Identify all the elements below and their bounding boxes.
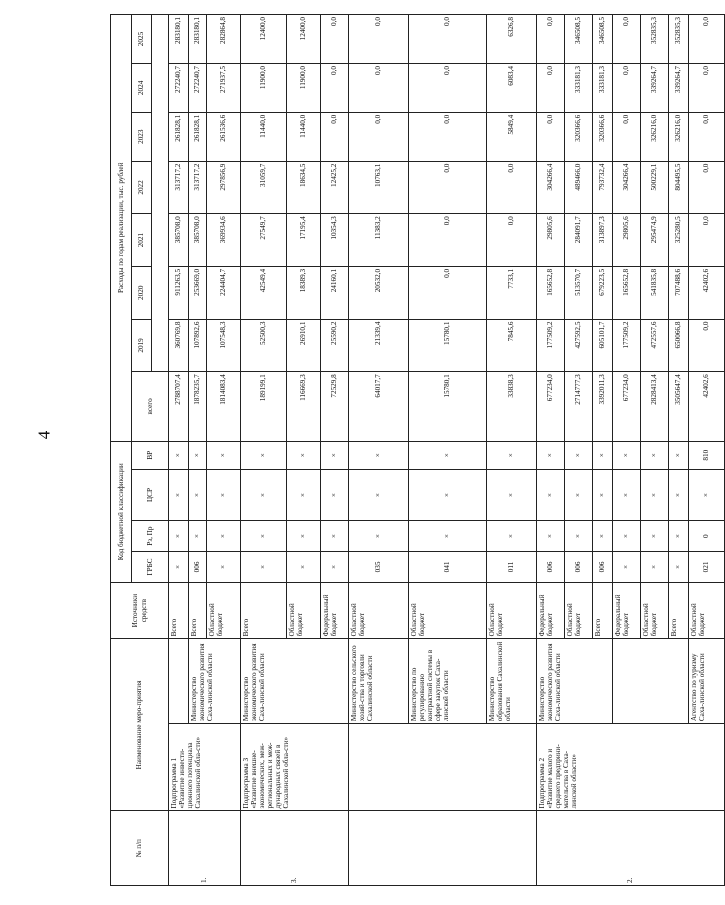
amount-cell: 333181,3 <box>565 63 593 112</box>
amount-cell: 11440,0 <box>287 112 321 161</box>
table-row <box>169 15 189 886</box>
executor-cell: Министерство сельского хозяй-ства и торговли Сахалинской области <box>349 639 409 724</box>
amount-cell: 12425,2 <box>321 161 349 214</box>
grbs-cell: × <box>169 552 189 583</box>
amount-cell: 0,0 <box>537 63 565 112</box>
header-name: Наименование меро-приятия <box>111 639 169 811</box>
program-name: Подпрограмма 2 «Развитие малого и среднего предприни-мательства в Саха-линской области» <box>537 724 725 811</box>
amount-cell: 21339,4 <box>349 319 409 372</box>
amount-cell: 385708,0 <box>189 214 207 267</box>
vr-cell: × <box>487 441 537 469</box>
amount-cell: 0,0 <box>689 63 725 112</box>
source-cell: Федеральный бюджет <box>537 582 565 639</box>
vr-cell: × <box>241 441 287 469</box>
amount-cell: 52500,3 <box>241 319 287 372</box>
amount-cell: 352835,3 <box>669 15 689 64</box>
row-number: 2. <box>537 811 725 886</box>
program-name: Подпрограмма 3 «Развитие внешне-экономических, меж-региональных и меж-дународных связей в Сахалинской обла-сти» <box>241 724 349 811</box>
executor-cell: Агентство по туризму Саха-линской области <box>689 639 725 724</box>
amount-cell: 295474,9 <box>641 214 669 267</box>
header-codes: Код бюджетной классификации <box>111 441 132 582</box>
amount-cell: 7845,6 <box>487 319 537 372</box>
header-year: 2023 <box>132 112 152 161</box>
amount-cell: 0,0 <box>689 15 725 64</box>
amount-cell: 283180,1 <box>189 15 207 64</box>
amount-cell: 272240,7 <box>169 63 189 112</box>
source-cell: Областной бюджет <box>207 582 241 639</box>
vr-cell: × <box>169 441 189 469</box>
amount-cell: 0,0 <box>409 112 487 161</box>
amount-cell: 679223,5 <box>593 266 613 319</box>
amount-cell: 339264,7 <box>641 63 669 112</box>
amount-cell: 10763,1 <box>349 161 409 214</box>
amount-cell: 177509,2 <box>613 319 641 372</box>
amount-cell: 0,0 <box>613 15 641 64</box>
csr-cell: × <box>321 469 349 520</box>
amount-cell: 0,0 <box>537 112 565 161</box>
amount-cell: 165652,8 <box>537 266 565 319</box>
amount-cell: 3392011,3 <box>593 372 613 441</box>
amount-cell: 0,0 <box>321 112 349 161</box>
amount-cell: 11383,2 <box>349 214 409 267</box>
header-year: 2019 <box>132 319 152 372</box>
source-cell: Областной бюджет <box>409 582 487 639</box>
rzpr-cell: × <box>537 521 565 552</box>
header-total: всего <box>132 372 169 441</box>
header-year: 2022 <box>132 161 152 214</box>
vr-cell: × <box>349 441 409 469</box>
amount-cell: 500229,1 <box>641 161 669 214</box>
amount-cell: 0,0 <box>409 63 487 112</box>
amount-cell: 42402,6 <box>689 266 725 319</box>
amount-cell: 224404,7 <box>207 266 241 319</box>
amount-cell: 0,0 <box>689 161 725 214</box>
source-cell: Федеральный бюджет <box>321 582 349 639</box>
amount-cell: 793732,4 <box>593 161 613 214</box>
header-year: 2025 <box>132 15 152 64</box>
amount-cell: 2714777,3 <box>565 372 593 441</box>
executor-cell: Министерство образования Сахалинской области <box>487 639 537 724</box>
amount-cell: 116669,3 <box>287 372 321 441</box>
header-year: 2020 <box>132 266 152 319</box>
amount-cell: 29805,6 <box>613 214 641 267</box>
source-cell: Областной бюджет <box>565 582 593 639</box>
amount-cell: 261536,6 <box>207 112 241 161</box>
amount-cell: 0,0 <box>487 214 537 267</box>
budget-table <box>110 14 725 886</box>
amount-cell: 0,0 <box>487 161 537 214</box>
grbs-cell: 006 <box>593 552 613 583</box>
header-spacer <box>152 15 169 372</box>
amount-cell: 346508,5 <box>565 15 593 64</box>
csr-cell: × <box>593 469 613 520</box>
rzpr-cell: × <box>287 521 321 552</box>
executor-cell: Министерство по регулированию контрактной системы в сфере закупок Саха-линской области <box>409 639 487 724</box>
vr-cell: × <box>321 441 349 469</box>
csr-cell: × <box>669 469 689 520</box>
amount-cell: 42549,4 <box>241 266 287 319</box>
amount-cell: 0,0 <box>689 112 725 161</box>
grbs-cell: 021 <box>689 552 725 583</box>
amount-cell: 253669,0 <box>189 266 207 319</box>
amount-cell: 313717,2 <box>169 161 189 214</box>
amount-cell: 15780,1 <box>409 319 487 372</box>
amount-cell: 3505647,4 <box>669 372 689 441</box>
amount-cell: 0,0 <box>409 15 487 64</box>
rzpr-cell: 0 <box>689 521 725 552</box>
vr-cell: 810 <box>689 441 725 469</box>
vr-cell: × <box>189 441 207 469</box>
amount-cell: 0,0 <box>613 63 641 112</box>
amount-cell: 369934,6 <box>207 214 241 267</box>
csr-cell: × <box>349 469 409 520</box>
amount-cell: 313897,3 <box>593 214 613 267</box>
grbs-cell: × <box>241 552 287 583</box>
source-cell: Областной бюджет <box>487 582 537 639</box>
source-cell: Областной бюджет <box>689 582 725 639</box>
amount-cell: 304266,4 <box>613 161 641 214</box>
rzpr-cell: × <box>593 521 613 552</box>
amount-cell: 283180,1 <box>169 15 189 64</box>
grbs-cell: × <box>207 552 241 583</box>
grbs-cell: 006 <box>189 552 207 583</box>
rzpr-cell: × <box>565 521 593 552</box>
amount-cell: 489466,0 <box>565 161 593 214</box>
csr-cell: × <box>409 469 487 520</box>
grbs-cell: 035 <box>349 552 409 583</box>
grbs-cell: × <box>641 552 669 583</box>
csr-cell: × <box>287 469 321 520</box>
executor-cell: Министерство экономического развития Саха-линской области <box>241 639 349 724</box>
amount-cell: 29805,6 <box>537 214 565 267</box>
amount-cell: 346508,5 <box>593 15 613 64</box>
csr-cell: × <box>613 469 641 520</box>
vr-cell: × <box>669 441 689 469</box>
amount-cell: 339264,7 <box>669 63 689 112</box>
amount-cell: 605101,7 <box>593 319 613 372</box>
source-cell: Всего <box>169 582 189 639</box>
amount-cell: 1814083,4 <box>207 372 241 441</box>
grbs-cell: × <box>669 552 689 583</box>
amount-cell: 11440,0 <box>241 112 287 161</box>
amount-cell: 0,0 <box>537 15 565 64</box>
executor-cell <box>169 639 189 724</box>
amount-cell: 333181,3 <box>593 63 613 112</box>
amount-cell: 326216,0 <box>669 112 689 161</box>
header-grbs: ГРБС <box>132 552 169 583</box>
vr-cell: × <box>537 441 565 469</box>
source-cell: Областной бюджет <box>349 582 409 639</box>
amount-cell: 352835,3 <box>641 15 669 64</box>
amount-cell: 27549,7 <box>241 214 287 267</box>
amount-cell: 107548,3 <box>207 319 241 372</box>
amount-cell: 0,0 <box>349 112 409 161</box>
amount-cell: 284091,7 <box>565 214 593 267</box>
csr-cell: × <box>207 469 241 520</box>
grbs-cell: 041 <box>409 552 487 583</box>
amount-cell: 17195,4 <box>287 214 321 267</box>
amount-cell: 6326,8 <box>487 15 537 64</box>
grbs-cell: × <box>287 552 321 583</box>
amount-cell: 677234,0 <box>613 372 641 441</box>
amount-cell: 1878235,7 <box>189 372 207 441</box>
amount-cell: 282864,8 <box>207 15 241 64</box>
amount-cell: 272240,7 <box>189 63 207 112</box>
amount-cell: 0,0 <box>613 112 641 161</box>
amount-cell: 304266,4 <box>537 161 565 214</box>
vr-cell: × <box>287 441 321 469</box>
csr-cell: × <box>189 469 207 520</box>
csr-cell: × <box>689 469 725 520</box>
amount-cell: 24160,1 <box>321 266 349 319</box>
table-row <box>241 15 287 886</box>
amount-cell: 0,0 <box>349 63 409 112</box>
program-name <box>349 724 537 811</box>
rzpr-cell: × <box>169 521 189 552</box>
csr-cell: × <box>169 469 189 520</box>
amount-cell: 33838,3 <box>487 372 537 441</box>
rzpr-cell: × <box>207 521 241 552</box>
grbs-cell: 006 <box>565 552 593 583</box>
amount-cell: 7733,1 <box>487 266 537 319</box>
executor-cell: Министерство экономического развития Саха-линской области <box>537 639 613 724</box>
amount-cell: 72529,8 <box>321 372 349 441</box>
amount-cell: 360769,8 <box>169 319 189 372</box>
amount-cell: 385708,0 <box>169 214 189 267</box>
row-number <box>349 811 537 886</box>
amount-cell: 0,0 <box>321 15 349 64</box>
table-row <box>537 15 565 886</box>
amount-cell: 513570,7 <box>565 266 593 319</box>
csr-cell: × <box>537 469 565 520</box>
amount-cell: 320366,6 <box>565 112 593 161</box>
amount-cell: 15780,1 <box>409 372 487 441</box>
amount-cell: 26910,1 <box>287 319 321 372</box>
vr-cell: × <box>565 441 593 469</box>
amount-cell: 326216,0 <box>641 112 669 161</box>
amount-cell: 677234,0 <box>537 372 565 441</box>
amount-cell: 320366,6 <box>593 112 613 161</box>
amount-cell: 472557,6 <box>641 319 669 372</box>
amount-cell: 0,0 <box>321 63 349 112</box>
amount-cell: 911263,5 <box>169 266 189 319</box>
amount-cell: 18389,3 <box>287 266 321 319</box>
rotated-table-sheet <box>110 14 711 886</box>
grbs-cell: × <box>321 552 349 583</box>
source-cell: Всего <box>241 582 287 639</box>
vr-cell: × <box>613 441 641 469</box>
amount-cell: 325280,5 <box>669 214 689 267</box>
amount-cell: 12400,0 <box>241 15 287 64</box>
amount-cell: 427592,5 <box>565 319 593 372</box>
amount-cell: 11900,0 <box>241 63 287 112</box>
table-row <box>349 15 409 886</box>
grbs-cell: × <box>613 552 641 583</box>
amount-cell: 31059,7 <box>241 161 287 214</box>
row-number: 3. <box>241 811 349 886</box>
amount-cell: 177509,2 <box>537 319 565 372</box>
rzpr-cell: × <box>189 521 207 552</box>
row-number: 1. <box>169 811 241 886</box>
table-body <box>169 15 725 886</box>
amount-cell: 271937,5 <box>207 63 241 112</box>
amount-cell: 64017,7 <box>349 372 409 441</box>
rzpr-cell: × <box>241 521 287 552</box>
vr-cell: × <box>641 441 669 469</box>
amount-cell: 707488,6 <box>669 266 689 319</box>
vr-cell: × <box>409 441 487 469</box>
amount-cell: 0,0 <box>409 266 487 319</box>
header-csr: ЦСР <box>132 469 169 520</box>
amount-cell: 5849,4 <box>487 112 537 161</box>
header-year: 2024 <box>132 63 152 112</box>
header-rzpr: Рз, Пр <box>132 521 169 552</box>
amount-cell: 0,0 <box>689 319 725 372</box>
header-num: № п/п <box>111 811 169 886</box>
rzpr-cell: × <box>613 521 641 552</box>
source-cell: Федеральный бюджет <box>613 582 641 639</box>
amount-cell: 12400,0 <box>287 15 321 64</box>
source-cell: Всего <box>669 582 689 639</box>
header-sources: Источники средств <box>111 582 169 639</box>
vr-cell: × <box>207 441 241 469</box>
rzpr-cell: × <box>487 521 537 552</box>
amount-cell: 2788707,4 <box>169 372 189 441</box>
csr-cell: × <box>241 469 287 520</box>
amount-cell: 650066,8 <box>669 319 689 372</box>
rzpr-cell: × <box>409 521 487 552</box>
amount-cell: 261828,1 <box>169 112 189 161</box>
csr-cell: × <box>641 469 669 520</box>
amount-cell: 2828413,4 <box>641 372 669 441</box>
amount-cell: 541835,8 <box>641 266 669 319</box>
source-cell: Всего <box>189 582 207 639</box>
rzpr-cell: × <box>641 521 669 552</box>
amount-cell: 25590,2 <box>321 319 349 372</box>
csr-cell: × <box>565 469 593 520</box>
grbs-cell: 011 <box>487 552 537 583</box>
amount-cell: 261828,1 <box>189 112 207 161</box>
amount-cell: 10354,3 <box>321 214 349 267</box>
executor-cell: Министерство экономического развития Саха-линской области <box>189 639 241 724</box>
amount-cell: 20532,0 <box>349 266 409 319</box>
amount-cell: 6083,4 <box>487 63 537 112</box>
source-cell: Всего <box>593 582 613 639</box>
amount-cell: 297856,9 <box>207 161 241 214</box>
header-vr: ВР <box>132 441 169 469</box>
grbs-cell: 006 <box>537 552 565 583</box>
amount-cell: 0,0 <box>689 214 725 267</box>
amount-cell: 0,0 <box>409 214 487 267</box>
amount-cell: 18634,5 <box>287 161 321 214</box>
amount-cell: 0,0 <box>409 161 487 214</box>
source-cell: Областной бюджет <box>641 582 669 639</box>
rzpr-cell: × <box>669 521 689 552</box>
header-expenses: Расходы по годам реализации, тыс. рублей <box>111 15 132 442</box>
vr-cell: × <box>593 441 613 469</box>
amount-cell: 0,0 <box>349 15 409 64</box>
program-name: Подпрограмма 1 «Развитие инвести-ционного потенциала Сахалинской обла-сти» <box>169 724 241 811</box>
source-cell: Областной бюджет <box>287 582 321 639</box>
amount-cell: 42402,6 <box>689 372 725 441</box>
csr-cell: × <box>487 469 537 520</box>
header-year: 2021 <box>132 214 152 267</box>
executor-cell <box>613 639 689 724</box>
rzpr-cell: × <box>321 521 349 552</box>
amount-cell: 107892,6 <box>189 319 207 372</box>
amount-cell: 313717,2 <box>189 161 207 214</box>
rzpr-cell: × <box>349 521 409 552</box>
amount-cell: 165652,8 <box>613 266 641 319</box>
page-number: 4 <box>34 430 54 440</box>
amount-cell: 11900,0 <box>287 63 321 112</box>
amount-cell: 189199,1 <box>241 372 287 441</box>
amount-cell: 804495,5 <box>669 161 689 214</box>
